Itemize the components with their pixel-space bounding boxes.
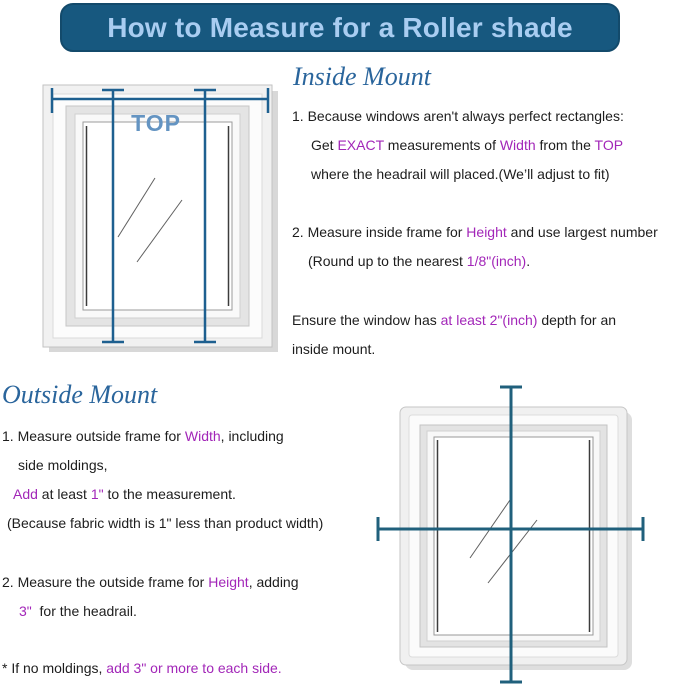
- top-label: TOP: [131, 110, 181, 136]
- page-title: How to Measure for a Roller shade: [107, 11, 573, 43]
- instruction-line: [292, 131, 624, 160]
- window-glass: [83, 122, 232, 310]
- text-segment: to the measurement.: [103, 486, 236, 502]
- outside-mount-item-1: [2, 422, 323, 538]
- instruction-line: [2, 509, 323, 538]
- outside-mount-window-illustration: [370, 380, 650, 685]
- text-segment: (Round up to the nearest: [308, 253, 467, 269]
- highlight-text: 1/8"(inch): [466, 253, 527, 269]
- inside-mount-item-2: [292, 218, 658, 276]
- text-segment: side moldings,: [18, 457, 108, 473]
- inside-mount-heading: Inside Mount: [293, 62, 431, 91]
- text-segment: Get: [311, 137, 338, 153]
- text-segment: * If no moldings,: [2, 660, 107, 676]
- outside-mount-item-2: [2, 568, 299, 626]
- highlight-text: Height: [208, 574, 249, 590]
- outside-mount-heading: Outside Mount: [2, 380, 158, 409]
- instruction-line: [292, 160, 624, 189]
- instruction-line: [292, 218, 658, 247]
- text-segment: .: [526, 253, 531, 269]
- text-segment: (Because fabric width is 1" less than product width): [7, 515, 324, 531]
- text-segment: measurements of: [383, 137, 500, 153]
- instruction-line: [292, 247, 658, 276]
- window-glass: [434, 437, 593, 635]
- instruction-line: [2, 422, 323, 451]
- inside-mount-window-illustration: [38, 82, 280, 354]
- instruction-line: [292, 306, 616, 335]
- text-segment: 2. Measure inside frame for: [292, 224, 467, 240]
- highlight-text: add 3" or more to each side.: [106, 660, 282, 676]
- inside-mount-item-1: [292, 102, 624, 189]
- header-banner: [60, 3, 620, 52]
- text-segment: at least: [37, 486, 91, 502]
- text-segment: where the headrail will placed.(We’ll adjust to fit): [311, 166, 610, 182]
- text-segment: and use largest number: [506, 224, 658, 240]
- text-segment: 1. Because windows aren't always perfect rectangles:: [292, 108, 624, 124]
- instruction-line: [2, 568, 299, 597]
- highlight-text: at least 2"(inch): [440, 312, 538, 328]
- highlight-text: Add: [13, 486, 38, 502]
- highlight-text: EXACT: [337, 137, 384, 153]
- instruction-line: [2, 597, 299, 626]
- text-segment: Ensure the window has: [292, 312, 441, 328]
- highlight-text: Height: [466, 224, 507, 240]
- instruction-line: [292, 335, 616, 364]
- text-segment: from the: [535, 137, 595, 153]
- text-segment: 2. Measure the outside frame for: [2, 574, 209, 590]
- window-frame: [400, 407, 632, 670]
- highlight-text: 3": [19, 603, 32, 619]
- instruction-line: [2, 451, 323, 480]
- text-segment: depth for an: [537, 312, 617, 328]
- highlight-text: TOP: [594, 137, 624, 153]
- inside-mount-depth-note: [292, 306, 616, 364]
- instruction-line: [292, 102, 624, 131]
- text-segment: , including: [220, 428, 284, 444]
- instruction-line: [2, 480, 323, 509]
- text-segment: 1. Measure outside frame for: [2, 428, 185, 444]
- highlight-text: 1": [90, 486, 104, 502]
- outside-mount-footnote: [2, 654, 282, 683]
- highlight-text: Width: [184, 428, 221, 444]
- instruction-line: [2, 654, 282, 683]
- text-segment: inside mount.: [292, 341, 376, 357]
- text-segment: for the headrail.: [31, 603, 137, 619]
- text-segment: , adding: [248, 574, 299, 590]
- highlight-text: Width: [499, 137, 536, 153]
